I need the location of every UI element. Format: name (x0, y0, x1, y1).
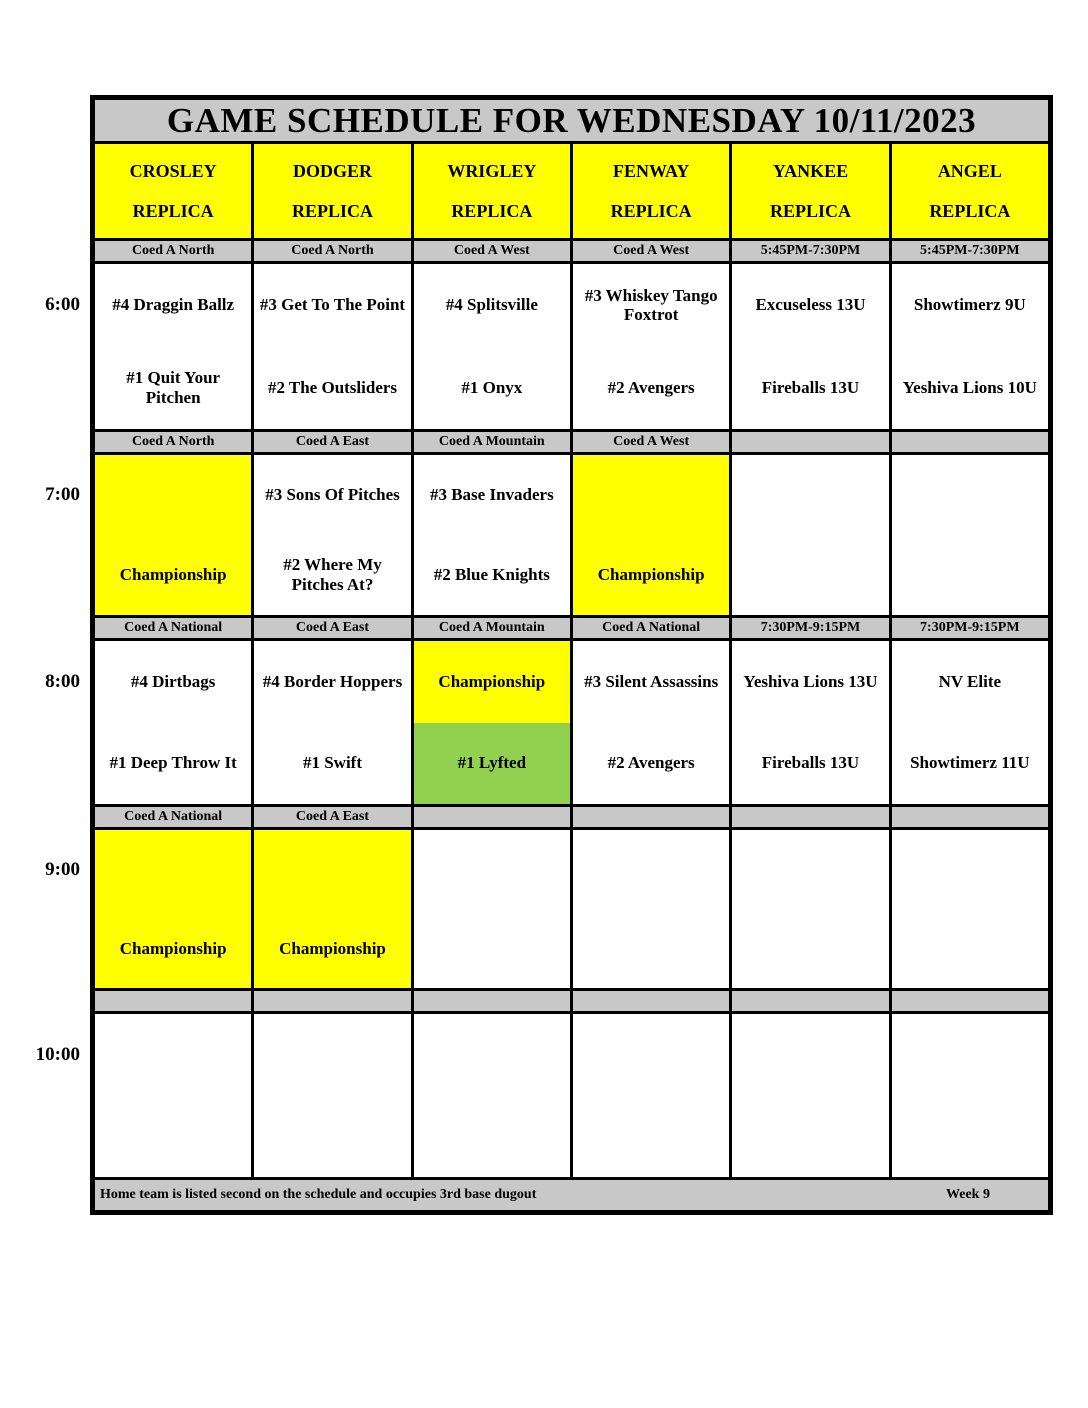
home-team (732, 535, 888, 615)
division-label: Coed A Mountain (414, 618, 570, 638)
championship-cell-800-wrigley (414, 641, 570, 804)
division-label: Coed A West (573, 432, 729, 452)
away-team: #4 Dirtbags (130, 671, 216, 691)
division-label-empty (414, 807, 570, 827)
division-label-empty (254, 991, 410, 1011)
away-team (95, 830, 251, 909)
away-team (414, 830, 570, 909)
division-label-empty (573, 991, 729, 1011)
division-label: Coed A North (95, 241, 251, 261)
division-label: Coed A National (95, 807, 251, 827)
away-team: Excuseless 13U (755, 295, 866, 315)
venue-subtitle: REPLICA (769, 200, 851, 221)
championship-label: Championship (414, 641, 570, 723)
home-team: #2 Avengers (607, 753, 695, 773)
home-team (573, 909, 729, 988)
division-label-empty (732, 991, 888, 1011)
home-team: Yeshiva Lions 10U (902, 377, 1037, 397)
home-team (414, 1096, 570, 1178)
empty-cell-1000-wrigley (414, 1014, 570, 1177)
division-label-empty (732, 807, 888, 827)
away-team: #4 Splitsville (445, 295, 538, 315)
home-team (732, 1096, 888, 1178)
home-team (95, 1096, 251, 1178)
home-team (254, 1096, 410, 1178)
game-cell-600-angel (892, 264, 1048, 429)
home-team (414, 909, 570, 988)
game-cell-800-crosley (95, 641, 251, 804)
home-team (892, 535, 1048, 615)
page-title: GAME SCHEDULE FOR WEDNESDAY 10/11/2023 (95, 100, 1048, 141)
empty-cell-1000-angel (892, 1014, 1048, 1177)
division-label: Coed A North (95, 432, 251, 452)
venue-name: ANGEL (937, 160, 1002, 181)
home-team (892, 909, 1048, 988)
away-team (573, 830, 729, 909)
game-cell-600-dodger (254, 264, 410, 429)
away-team (95, 1014, 251, 1096)
footer-bar (95, 1180, 1048, 1210)
championship-cell-700-crosley (95, 455, 251, 615)
venue-header-crosley (95, 144, 251, 238)
empty-cell-900-wrigley (414, 830, 570, 988)
division-label-empty (573, 807, 729, 827)
away-team: Showtimerz 9U (913, 295, 1026, 315)
away-team: #4 Draggin Ballz (112, 295, 235, 315)
championship-label: Championship (279, 938, 386, 958)
venue-name: FENWAY (612, 160, 690, 181)
time-label-700: 7:00 (45, 484, 80, 505)
game-cell-800-angel (892, 641, 1048, 804)
empty-cell-1000-fenway (573, 1014, 729, 1177)
empty-cell-900-yankee (732, 830, 888, 988)
home-team: Fireballs 13U (761, 377, 860, 397)
division-label-empty (892, 432, 1048, 452)
championship-cell-900-crosley (95, 830, 251, 988)
time-label-1000: 10:00 (35, 1044, 80, 1065)
venue-subtitle: REPLICA (451, 200, 533, 221)
empty-cell-1000-yankee (732, 1014, 888, 1177)
away-team (732, 1014, 888, 1096)
division-label: Coed A National (573, 618, 729, 638)
empty-cell-700-angel (892, 455, 1048, 615)
away-team (892, 455, 1048, 535)
home-team: Showtimerz 11U (910, 753, 1030, 773)
game-cell-600-fenway (573, 264, 729, 429)
game-cell-800-yankee (732, 641, 888, 804)
empty-cell-900-angel (892, 830, 1048, 988)
home-team (573, 1096, 729, 1178)
footer-note: Home team is listed second on the schedule and occupies 3rd base dugout (100, 1187, 537, 1202)
home-team (892, 1096, 1048, 1178)
timeslot-label: 7:30PM-9:15PM (732, 618, 888, 638)
division-label-empty (95, 991, 251, 1011)
home-team: #1 Deep Throw It (109, 753, 237, 773)
venue-subtitle: REPLICA (132, 200, 214, 221)
away-team: #4 Border Hoppers (262, 671, 403, 691)
home-team: #2 Avengers (607, 377, 695, 397)
championship-cell-900-dodger (254, 830, 410, 988)
away-team (573, 455, 729, 535)
home-team: #2 Where My Pitches At? (283, 555, 382, 594)
division-label: Coed A East (254, 807, 410, 827)
home-team: #1 Onyx (461, 377, 523, 397)
timeslot-label: 7:30PM-9:15PM (892, 618, 1048, 638)
away-team: NV Elite (938, 671, 1002, 691)
championship-cell-700-fenway (573, 455, 729, 615)
game-cell-700-wrigley (414, 455, 570, 615)
game-cell-700-dodger (254, 455, 410, 615)
venue-header-fenway (573, 144, 729, 238)
division-label: Coed A East (254, 432, 410, 452)
away-team (414, 1014, 570, 1096)
venue-subtitle: REPLICA (291, 200, 373, 221)
away-team: Yeshiva Lions 13U (743, 671, 878, 691)
venue-subtitle: REPLICA (610, 200, 692, 221)
empty-cell-1000-crosley (95, 1014, 251, 1177)
away-team (732, 830, 888, 909)
venue-name: CROSLEY (129, 160, 217, 181)
away-team (892, 1014, 1048, 1096)
empty-cell-700-yankee (732, 455, 888, 615)
away-team (892, 830, 1048, 909)
venue-header-angel (892, 144, 1048, 238)
division-label: Coed A Mountain (414, 432, 570, 452)
championship-label: Championship (119, 565, 227, 585)
home-team: #2 Blue Knights (433, 565, 550, 585)
champion-team: #1 Lyfted (414, 723, 570, 805)
home-team (732, 909, 888, 988)
timeslot-label: 5:45PM-7:30PM (892, 241, 1048, 261)
away-team (573, 1014, 729, 1096)
division-label-empty (892, 807, 1048, 827)
venue-header-dodger (254, 144, 410, 238)
away-team: #3 Sons Of Pitches (265, 485, 400, 505)
time-label-600: 6:00 (45, 294, 80, 315)
venue-subtitle: REPLICA (929, 200, 1011, 221)
venue-header-wrigley (414, 144, 570, 238)
game-cell-800-dodger (254, 641, 410, 804)
division-label-empty (414, 991, 570, 1011)
time-label-900: 9:00 (45, 859, 80, 880)
venue-header-yankee (732, 144, 888, 238)
division-label-empty (892, 991, 1048, 1011)
division-label: Coed A West (573, 241, 729, 261)
away-team (95, 455, 251, 535)
away-team (254, 1014, 410, 1096)
week-label: Week 9 (946, 1187, 990, 1202)
game-cell-600-yankee (732, 264, 888, 429)
game-cell-600-wrigley (414, 264, 570, 429)
game-cell-800-fenway (573, 641, 729, 804)
division-label: Coed A National (95, 618, 251, 638)
home-team: #2 The Outsliders (267, 377, 398, 397)
away-team: #3 Whiskey Tango Foxtrot (584, 285, 718, 325)
timeslot-label: 5:45PM-7:30PM (732, 241, 888, 261)
game-cell-600-crosley (95, 264, 251, 429)
empty-cell-1000-dodger (254, 1014, 410, 1177)
away-team: #3 Get To The Point (259, 295, 406, 315)
division-label: Coed A East (254, 618, 410, 638)
home-team: #1 Swift (302, 753, 362, 773)
division-label: Coed A West (414, 241, 570, 261)
time-label-800: 8:00 (45, 671, 80, 692)
championship-label: Championship (597, 565, 705, 585)
home-team: Fireballs 13U (761, 753, 860, 773)
venue-name: YANKEE (772, 160, 849, 181)
away-team (254, 830, 410, 909)
away-team: #3 Silent Assassins (584, 671, 719, 691)
division-label: Coed A North (254, 241, 410, 261)
schedule-table (90, 95, 1053, 1215)
home-team: #1 Quit Your Pitchen (126, 368, 221, 407)
venue-name: WRIGLEY (447, 160, 537, 181)
empty-cell-900-fenway (573, 830, 729, 988)
away-team: #3 Base Invaders (429, 485, 554, 505)
venue-name: DODGER (292, 160, 372, 181)
away-team (732, 455, 888, 535)
championship-label: Championship (119, 938, 227, 958)
division-label-empty (732, 432, 888, 452)
